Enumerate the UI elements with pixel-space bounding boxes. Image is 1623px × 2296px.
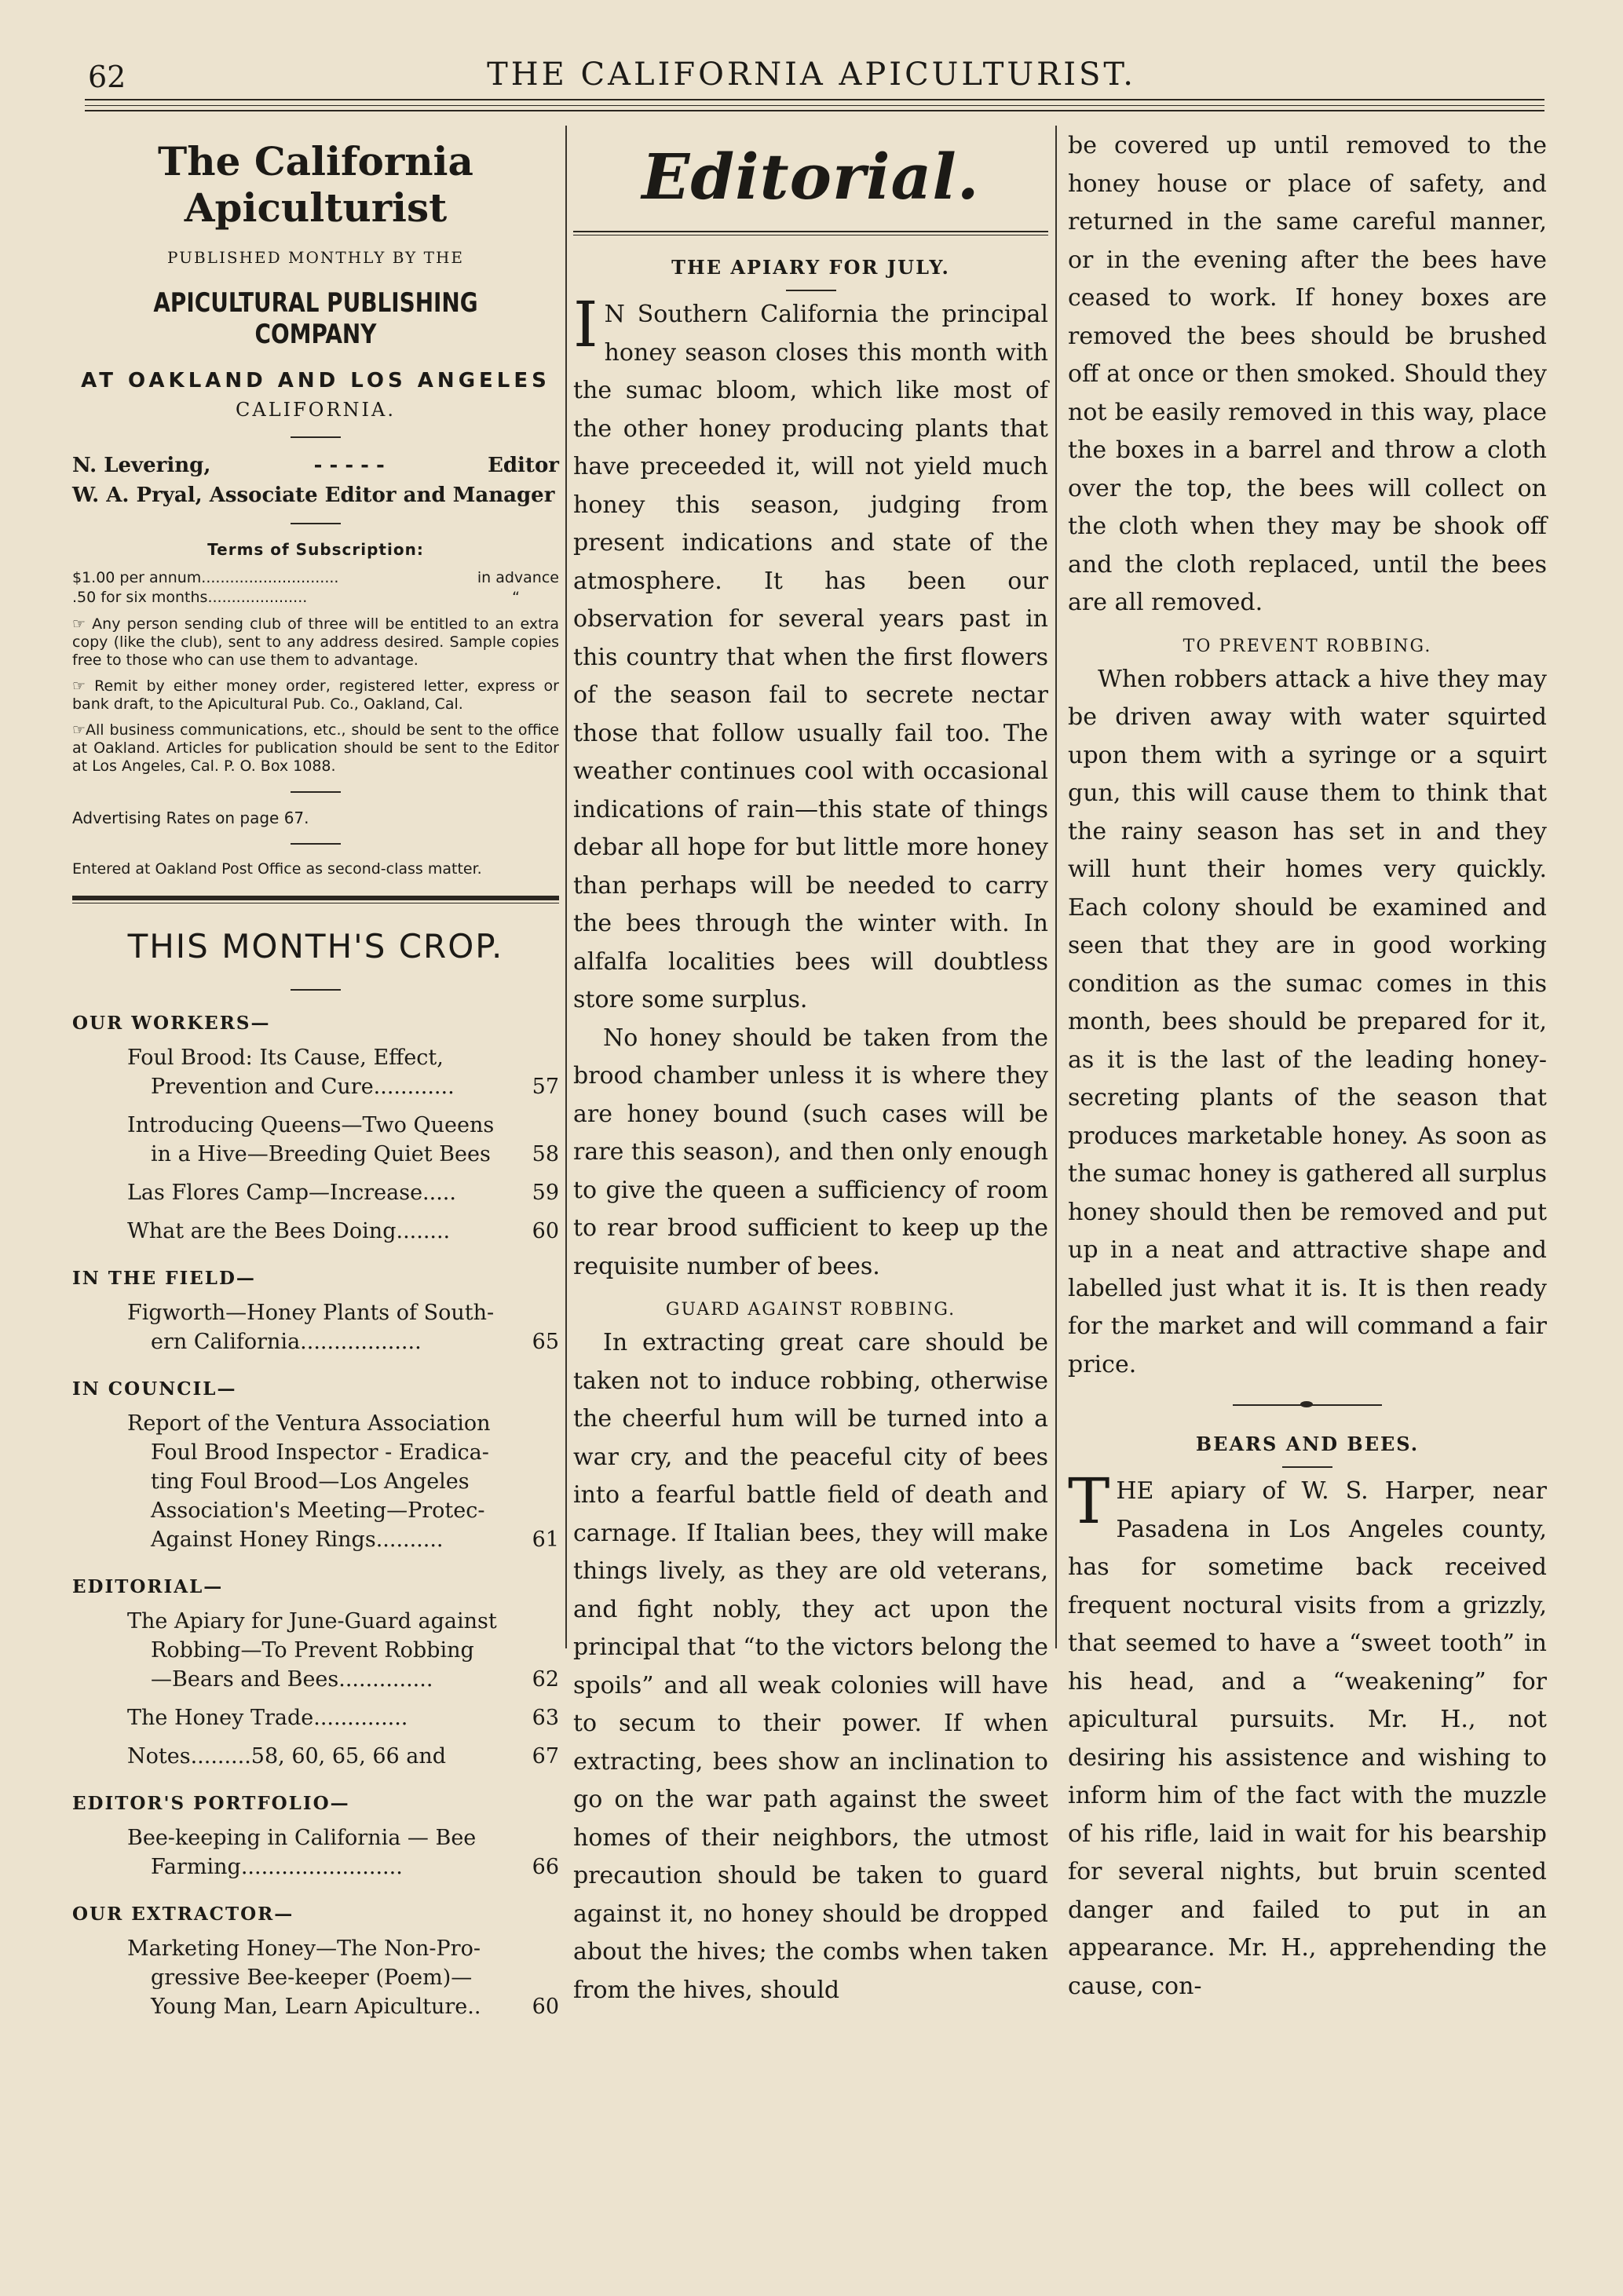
toc-page: 63	[532, 1706, 559, 1730]
toc-entry-line: Foul Brood Inspector - Eradica-	[151, 1440, 489, 1465]
editorial-title: Editorial.	[642, 140, 980, 214]
toc-entry-line: Figworth—Honey Plants of South-	[127, 1301, 495, 1325]
column-divider-right	[1055, 126, 1057, 1648]
toc-page: 58	[532, 1142, 559, 1166]
toc-entry	[127, 1111, 559, 1169]
toc-entry-line: Bee-keeping in California — Bee	[127, 1826, 477, 1850]
toc-entry	[127, 1823, 559, 1882]
rate-right: “	[512, 589, 520, 606]
toc-entry-line: Foul Brood: Its Cause, Effect,	[127, 1046, 444, 1070]
toc-entry-line: Marketing Honey—The Non-Pro-	[127, 1936, 481, 1961]
editor-role: Editor	[488, 454, 559, 477]
toc-page: 62	[532, 1667, 559, 1692]
paragraph: In extracting great care should be taken not to induce robbing, otherwise the cheerful hum will be turned into a war cry, and the peaceful city of bees into a fearful battle field of death and carnage. If Italian bees, they will make things lively, as they are old veterans, and fight nobly, they act upon the principal that “to the victors belong the spoils” and all weak colonies will have to secum to their power. If when extracting, bees show an inclination to go on the war path against the sweet homes of their neighbors, the utmost precaution should be taken to guard against it, no honey should be dropped about the hives; the combs when taken from the hives, should	[573, 1329, 1048, 2004]
toc-entry-text: Against Honey Rings..........	[151, 1528, 444, 1552]
toc-section-heading: IN COUNCIL—	[72, 1378, 237, 1400]
published-line: PUBLISHED MONTHLY BY THE	[167, 248, 464, 267]
divider	[786, 290, 836, 291]
toc-entry-line	[127, 1327, 559, 1356]
divider	[291, 523, 341, 524]
article-heading: THE APIARY FOR JULY.	[671, 256, 950, 279]
toc-entry-line: The Apiary for June-Guard against	[127, 1609, 497, 1633]
paragraph	[573, 288, 1048, 1020]
double-rule	[573, 231, 1048, 235]
paragraph: No honey should be taken from the brood chamber unless it is where they are honey bound (such cases will be rare this season), and then only enough to give the queen a sufficiency of room to rear brood sufficient to keep up the requisite number of bees.	[573, 1024, 1048, 1280]
toc-section-heading: EDITORIAL—	[72, 1576, 224, 1597]
business-note: ☞All business communications, etc., should be sent to the office at Oakland. Articles for publication should be sent to the Editor at Los Angeles, Cal. P. O. Box 1088.	[72, 721, 559, 775]
divider	[291, 989, 341, 991]
editorial-column	[573, 124, 1048, 2009]
toc-page: 60	[532, 1219, 559, 1243]
divider	[1282, 1466, 1332, 1468]
toc-entry-line	[127, 1665, 559, 1694]
toc-entry-line: Introducing Queens—Two Queens	[127, 1113, 495, 1137]
article-heading: BEARS AND BEES.	[1195, 1433, 1420, 1455]
toc-page: 60	[532, 1995, 559, 2019]
rate-right: in advance	[477, 569, 559, 586]
rate-left: $1.00 per annum.............................	[72, 569, 339, 586]
divider	[291, 843, 341, 845]
article-body	[1068, 661, 1547, 1385]
masthead-column	[72, 124, 559, 2021]
toc-entry-text: What are the Bees Doing........	[127, 1219, 451, 1243]
toc-heading: THIS MONTH'S CROP.	[127, 927, 504, 965]
toc-page: 61	[532, 1528, 559, 1552]
toc-entry-line: gressive Bee-keeper (Poem)—	[151, 1966, 473, 1990]
article-body	[1068, 127, 1547, 622]
sub-heading: GUARD AGAINST ROBBING.	[665, 1300, 956, 1320]
article-body	[1068, 1465, 1547, 2006]
editor-dashes: - - - - -	[313, 454, 385, 477]
toc-entry	[127, 1178, 559, 1207]
toc-entry	[127, 1742, 559, 1771]
publisher-name: APICULTURAL PUBLISHING COMPANY	[153, 287, 478, 350]
header-rule-thin	[85, 105, 1544, 106]
toc-entry-line: Robbing—To Prevent Robbing	[151, 1638, 474, 1663]
toc-page: 59	[532, 1181, 559, 1205]
paragraph-text: N Southern California the principal honey season closes this month with the sumac bloom, which like most of the other honey producing plants that have preceeded it, will not yield much honey this season, judging from present indications and state of the atmosphere. It has been our observation for several years past in this country that when the first flowers of the season fail to secrete nectar those that follow usually fail too. The weather continues cool with occasional indications of rain—this state of things debar all hope for but little more honey than perhaps will be needed to carry the bees through the winter with. In alfalfa localities bees will doubtless store some surplus.	[573, 301, 1048, 1013]
running-title: THE CALIFORNIA APICULTURIST.	[487, 57, 1136, 93]
terms-heading: Terms of Subscription:	[207, 540, 424, 559]
rate-line	[72, 568, 559, 588]
toc-entry-line	[127, 1852, 559, 1882]
masthead-title: The California Apiculturist	[158, 138, 473, 231]
toc-entry	[127, 1298, 559, 1356]
toc-entry-text: Notes.........58, 60, 65, 66 and	[127, 1744, 447, 1769]
toc-section-heading: IN THE FIELD—	[72, 1268, 256, 1289]
toc-entry-line	[127, 1992, 559, 2021]
publisher-state: CALIFORNIA.	[236, 399, 396, 421]
article-body	[573, 1324, 1048, 2009]
toc-entry-line	[127, 1072, 559, 1101]
editor-name: N. Levering,	[72, 454, 211, 477]
toc-section-heading: OUR WORKERS—	[72, 1013, 271, 1034]
entry-note: Entered at Oakland Post Office as second-class matter.	[72, 860, 482, 878]
sub-heading: TO PREVENT ROBBING.	[1183, 636, 1432, 656]
toc-section-heading: OUR EXTRACTOR—	[72, 1904, 294, 1925]
header-rule	[85, 99, 1544, 100]
toc-entry-text: Young Man, Learn Apiculture..	[151, 1995, 481, 2019]
toc-entry-text: in a Hive—Breeding Quiet Bees	[151, 1142, 491, 1166]
toc-page: 65	[532, 1330, 559, 1354]
toc-entry-text: The Honey Trade..............	[127, 1706, 408, 1730]
advertising-note: Advertising Rates on page 67.	[72, 809, 309, 827]
rate-left: .50 for six months.....................	[72, 589, 308, 606]
header-rule-bottom	[85, 110, 1544, 111]
paragraph	[1068, 1465, 1547, 2006]
toc-entry-text: Prevention and Cure............	[151, 1075, 455, 1099]
toc-entry-line: Report of the Ventura Association	[127, 1411, 491, 1436]
toc-entry-line	[127, 1525, 559, 1554]
toc-page: 67	[532, 1744, 559, 1769]
toc-page: 57	[532, 1075, 559, 1099]
toc-entry-text: —Bears and Bees..............	[151, 1667, 433, 1692]
toc-entry	[127, 1409, 559, 1554]
rate-line	[72, 588, 559, 608]
remit-note: ☞ Remit by either money order, registered letter, express or bank draft, to the Apicultural Pub. Co., Oakland, Cal.	[72, 677, 559, 713]
toc-section-heading: EDITOR'S PORTFOLIO—	[72, 1793, 350, 1814]
associate-editor-line: W. A. Pryal, Associate Editor and Manager	[72, 484, 555, 507]
toc-entry	[127, 1703, 559, 1732]
publisher-location: AT OAKLAND AND LOS ANGELES	[81, 369, 550, 392]
editor-line	[72, 454, 559, 477]
article-body	[573, 288, 1048, 1286]
toc-entry-line: ting Foul Brood—Los Angeles	[151, 1469, 470, 1494]
page-number: 62	[88, 60, 126, 94]
toc-entry-text: Las Flores Camp—Increase.....	[127, 1181, 456, 1205]
toc-entry-text: Farming........................	[151, 1855, 403, 1879]
divider	[291, 791, 341, 793]
paragraph-text: HE apiary of W. S. Harper, near Pasadena in Los Angeles county, has for sometime back received frequent noctural visits from a grizzly, that seemed to have a “sweet tooth” in his head, and a “weakening” for apicultural pursuits. Mr. H., not desiring his assistence and wishing to inform him of the fact with the muzzle of his rifle, laid in wait for his bearship for several nights, but bruin scented danger and failed to put in an appearance. Mr. H., apprehending the cause, con-	[1068, 1477, 1547, 2000]
paragraph: be covered up until removed to the honey house or place of safety, and returned in the same careful manner, or in the evening after the bees have ceased to work. If honey boxes are removed the bees should be brushed off at once or then smoked. Should they not be easily removed in this way, place the boxes in a barrel and throw a cloth over the top, the bees will collect on the cloth when they may be shook off and the cloth replaced, until the bees are all removed.	[1068, 132, 1547, 616]
toc-entry-line: Association's Meeting—Protec-	[151, 1498, 485, 1523]
club-note: ☞ Any person sending club of three will be entitled to an extra copy (like the club), sent to any address desired. Sample copies free to those who can use them to advantage.	[72, 615, 559, 669]
toc-page: 66	[532, 1855, 559, 1879]
toc-entry	[127, 1217, 559, 1246]
toc-entry	[127, 1934, 559, 2021]
ornamental-rule	[1233, 1404, 1382, 1406]
drop-cap: T	[1068, 1465, 1110, 1538]
paragraph: When robbers attack a hive they may be driven away with water squirted upon them with a syringe or a squirt gun, this will cause them to think that the rainy season has set in and they will hunt their homes very quickly. Each colony should be examined and seen that they are in good working condition as the sumac comes in this month, bees should be prepared for it, as it is the last of the leading honey-secreting plants of the season that produces marketable honey. As soon as the sumac honey is gathered all surplus honey should then be removed and put up in a neat and attractive shape and labelled just what it is. It is then ready for the market and will command a fair price.	[1068, 665, 1547, 1378]
divider	[291, 436, 341, 438]
toc-entry-line	[127, 1140, 559, 1169]
toc-entry-text: ern California..................	[151, 1330, 422, 1354]
thick-rule	[72, 896, 559, 900]
column-divider-left	[565, 126, 567, 1648]
drop-cap: I	[573, 288, 598, 361]
toc-entry	[127, 1607, 559, 1694]
editorial-column-continued	[1068, 127, 1547, 2006]
toc-entry	[127, 1043, 559, 1101]
